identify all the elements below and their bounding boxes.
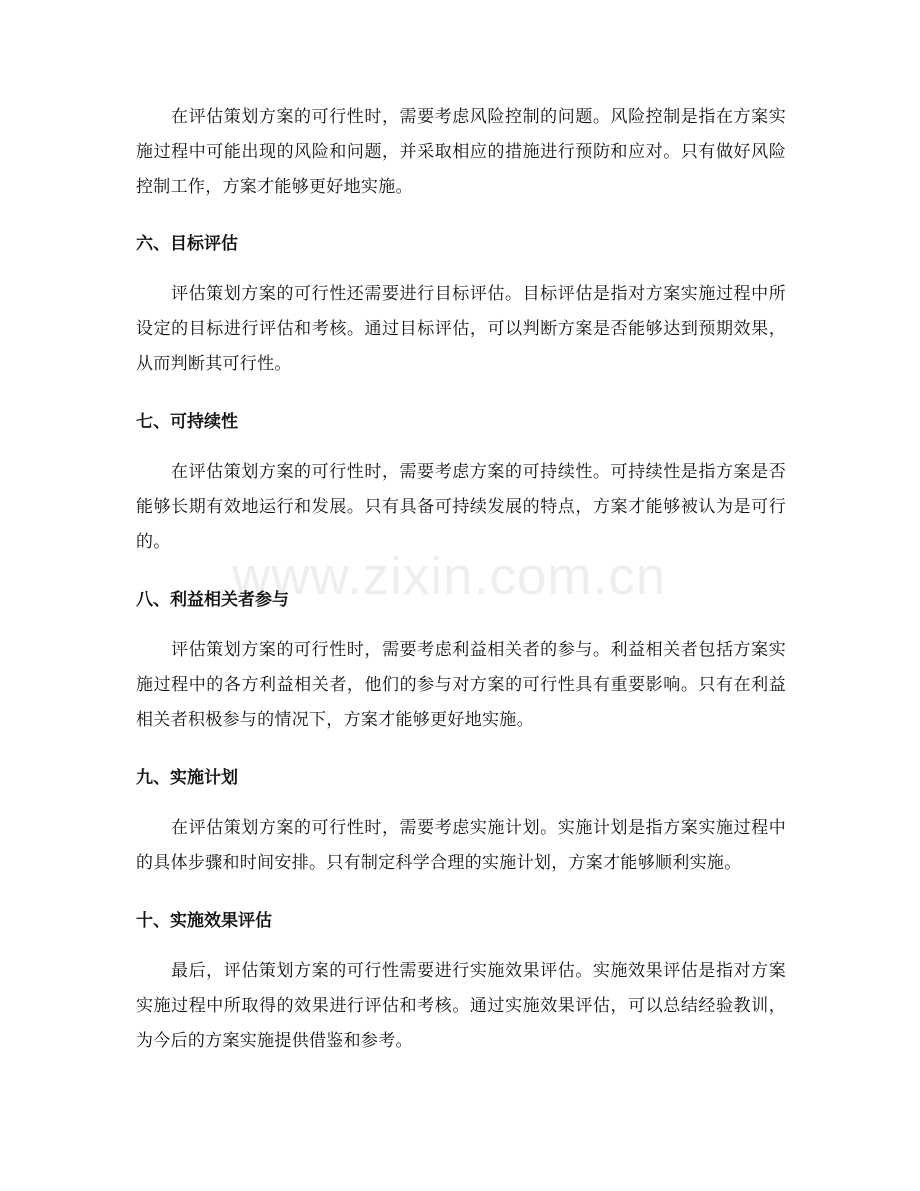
section-paragraph-8: 评估策划方案的可行性时，需要考虑利益相关者的参与。利益相关者包括方案实施过程中的各方利益相关者，他们的参与对方案的可行性具有重要影响。只有在利益相关者积极参与的情况下，方案才能够更好地实施。 (136, 640, 786, 730)
intro-paragraph: 在评估策划方案的可行性时，需要考虑风险控制的问题。风险控制是指在方案实施过程中可能出现的风险和问题，并采取相应的措施进行预防和应对。只有做好风险控制工作，方案才能够更好地实施。 (136, 107, 786, 197)
section-heading-9: 九、实施计划 (136, 768, 238, 788)
section-paragraph-6: 评估策划方案的可行性还需要进行目标评估。目标评估是指对方案实施过程中所设定的目标进行评估和考核。通过目标评估，可以判断方案是否能够达到预期效果，从而判断其可行性。 (136, 284, 786, 374)
section-heading-7: 七、可持续性 (136, 412, 238, 432)
section-paragraph-10: 最后，评估策划方案的可行性需要进行实施效果评估。实施效果评估是指对方案实施过程中所取得的效果进行评估和考核。通过实施效果评估，可以总结经验教训，为今后的方案实施提供借鉴和参考。 (136, 961, 786, 1051)
watermark: www.zixin.com.cn (232, 547, 667, 606)
section-paragraph-9: 在评估策划方案的可行性时，需要考虑实施计划。实施计划是指方案实施过程中的具体步骤和时间安排。只有制定科学合理的实施计划，方案才能够顺利实施。 (136, 818, 786, 873)
section-heading-10: 十、实施效果评估 (136, 911, 272, 931)
section-paragraph-7: 在评估策划方案的可行性时，需要考虑方案的可持续性。可持续性是指方案是否能够长期有效地运行和发展。只有具备可持续发展的特点，方案才能够被认为是可行的。 (136, 462, 786, 552)
document-body (136, 100, 786, 1059)
section-heading-6: 六、目标评估 (136, 234, 238, 254)
section-heading-8: 八、利益相关者参与 (136, 590, 289, 610)
